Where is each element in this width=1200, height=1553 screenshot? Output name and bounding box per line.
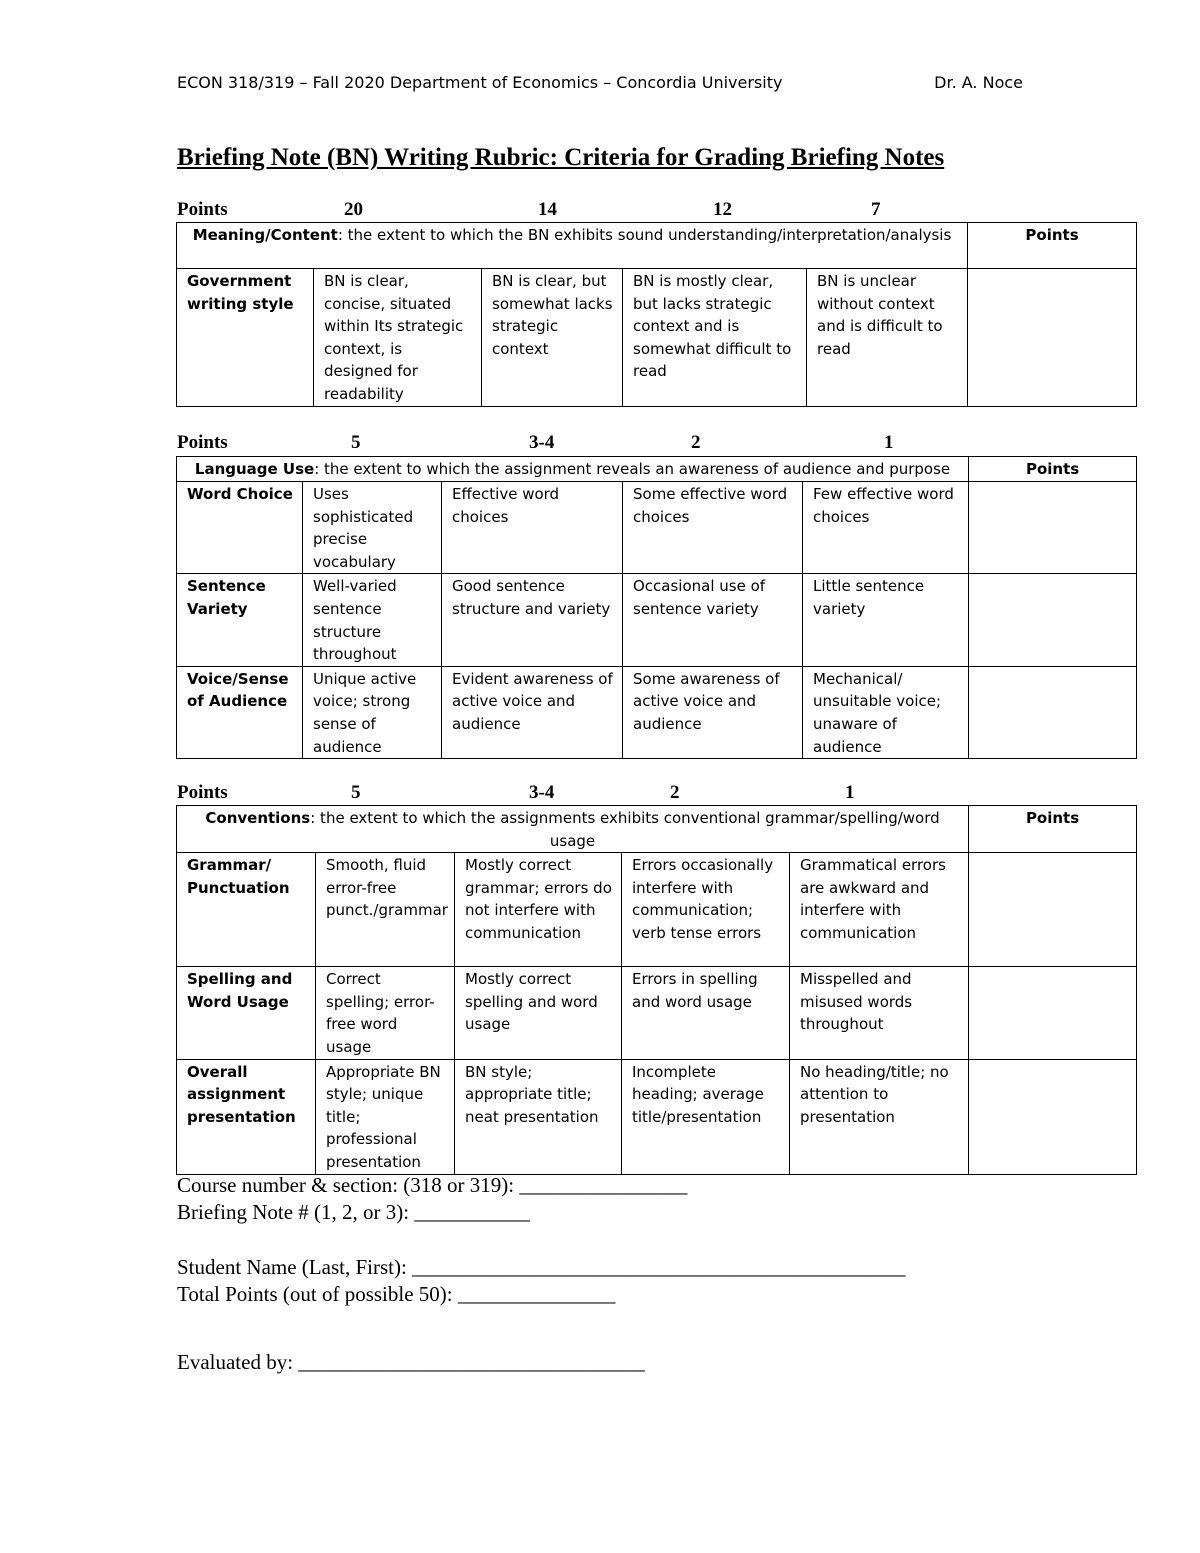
rubric-table-meaning [176, 222, 1137, 407]
level-cell: Little sentence variety [803, 574, 969, 666]
category-header [177, 223, 968, 269]
level-cell: BN is clear, but somewhat lacks strategic context [482, 269, 623, 407]
points-value: 5 [351, 782, 361, 803]
rubric-row [177, 666, 1137, 758]
rubric-row [177, 1059, 1137, 1174]
level-cell: Smooth, fluid error-free punct./grammar [316, 853, 455, 967]
level-cell: Unique active voice; strong sense of audience [303, 666, 442, 758]
level-cell: Mostly correct spelling and word usage [455, 967, 622, 1059]
level-cell: Evident awareness of active voice and audience [442, 666, 623, 758]
criterion-label: Sentence Variety [177, 574, 303, 666]
page-title: Briefing Note (BN) Writing Rubric: Criteria for Grading Briefing Notes [177, 144, 945, 171]
rubric-row [177, 482, 1137, 574]
level-cell: Errors in spelling and word usage [622, 967, 790, 1059]
points-entry-cell[interactable] [969, 574, 1137, 666]
level-cell: BN is unclear without context and is difficult to read [807, 269, 968, 407]
criterion-label: Spelling and Word Usage [177, 967, 316, 1059]
level-cell: Few effective word choices [803, 482, 969, 574]
level-cell: Good sentence structure and variety [442, 574, 623, 666]
criterion-label: Government writing style [177, 269, 314, 407]
criterion-label: Grammar/ Punctuation [177, 853, 316, 967]
points-value: 2 [691, 432, 701, 453]
category-header [177, 806, 969, 853]
level-cell: Well-varied sentence structure throughout [303, 574, 442, 666]
level-cell: BN is mostly clear, but lacks strategic context and is somewhat difficult to read [623, 269, 807, 407]
level-cell: Misspelled and misused words throughout [790, 967, 969, 1059]
level-cell: Grammatical errors are awkward and interfere with communication [790, 853, 969, 967]
total-points-field[interactable]: Total Points (out of possible 50): _______________ [177, 1282, 616, 1306]
level-cell: Uses sophisticated precise vocabulary [303, 482, 442, 574]
points-label: Points [177, 782, 228, 803]
points-value: 7 [871, 199, 881, 220]
points-entry-cell[interactable] [968, 269, 1137, 407]
rubric-table-language [176, 456, 1137, 759]
points-value: 1 [884, 432, 894, 453]
level-cell: Correct spelling; error-free word usage [316, 967, 455, 1059]
category-title: Conventions [205, 809, 311, 827]
rubric-row [177, 853, 1137, 967]
points-value: 3-4 [529, 432, 555, 453]
category-description: : the extent to which the assignments exhibits conventional grammar/spelling/word usage [310, 809, 940, 850]
student-name-field[interactable]: Student Name (Last, First): _______________________________________________ [177, 1255, 906, 1279]
points-value: 12 [713, 199, 732, 220]
evaluated-by-field[interactable]: Evaluated by: _________________________________ [177, 1350, 645, 1374]
rubric-row [177, 574, 1137, 666]
points-entry-cell[interactable] [969, 967, 1137, 1059]
points-column-header: Points [968, 223, 1137, 269]
header-instructor: Dr. A. Noce [934, 73, 1023, 92]
criterion-label: Voice/Sense of Audience [177, 666, 303, 758]
header-course: ECON 318/319 – Fall 2020 Department of Economics – Concordia University [177, 73, 783, 92]
points-label: Points [177, 199, 228, 220]
points-column-header: Points [969, 457, 1137, 482]
rubric-row [177, 269, 1137, 407]
level-cell: Incomplete heading; average title/presentation [622, 1059, 790, 1174]
points-value: 1 [845, 782, 855, 803]
level-cell: Some awareness of active voice and audience [623, 666, 803, 758]
criterion-label: Overall assignment presentation [177, 1059, 316, 1174]
points-value: 14 [538, 199, 557, 220]
level-cell: Mechanical/ unsuitable voice; unaware of audience [803, 666, 969, 758]
points-value: 2 [670, 782, 680, 803]
rubric-row [177, 967, 1137, 1059]
level-cell: BN is clear, concise, situated within Its strategic context, is designed for readability [314, 269, 482, 407]
points-value: 5 [351, 432, 361, 453]
level-cell: BN style; appropriate title; neat presentation [455, 1059, 622, 1174]
points-value: 20 [344, 199, 363, 220]
category-description: : the extent to which the BN exhibits sound understanding/interpretation/analysis [337, 226, 952, 244]
points-entry-cell[interactable] [969, 482, 1137, 574]
level-cell: Mostly correct grammar; errors do not interfere with communication [455, 853, 622, 967]
level-cell: No heading/title; no attention to presentation [790, 1059, 969, 1174]
level-cell: Errors occasionally interfere with communication; verb tense errors [622, 853, 790, 967]
category-description: : the extent to which the assignment reveals an awareness of audience and purpose [314, 460, 951, 478]
category-title: Language Use [194, 460, 315, 478]
level-cell: Effective word choices [442, 482, 623, 574]
points-entry-cell[interactable] [969, 1059, 1137, 1174]
points-label: Points [177, 432, 228, 453]
criterion-label: Word Choice [177, 482, 303, 574]
points-entry-cell[interactable] [969, 666, 1137, 758]
points-value: 3-4 [529, 782, 555, 803]
level-cell: Appropriate BN style; unique title; professional presentation [316, 1059, 455, 1174]
level-cell: Some effective word choices [623, 482, 803, 574]
points-column-header: Points [969, 806, 1137, 853]
rubric-table-conventions [176, 805, 1137, 1175]
briefing-note-number-field[interactable]: Briefing Note # (1, 2, or 3): ___________ [177, 1200, 530, 1224]
points-entry-cell[interactable] [969, 853, 1137, 967]
category-title: Meaning/Content [192, 226, 338, 244]
level-cell: Occasional use of sentence variety [623, 574, 803, 666]
course-section-field[interactable]: Course number & section: (318 or 319): ________________ [177, 1173, 688, 1197]
category-header [177, 457, 969, 482]
